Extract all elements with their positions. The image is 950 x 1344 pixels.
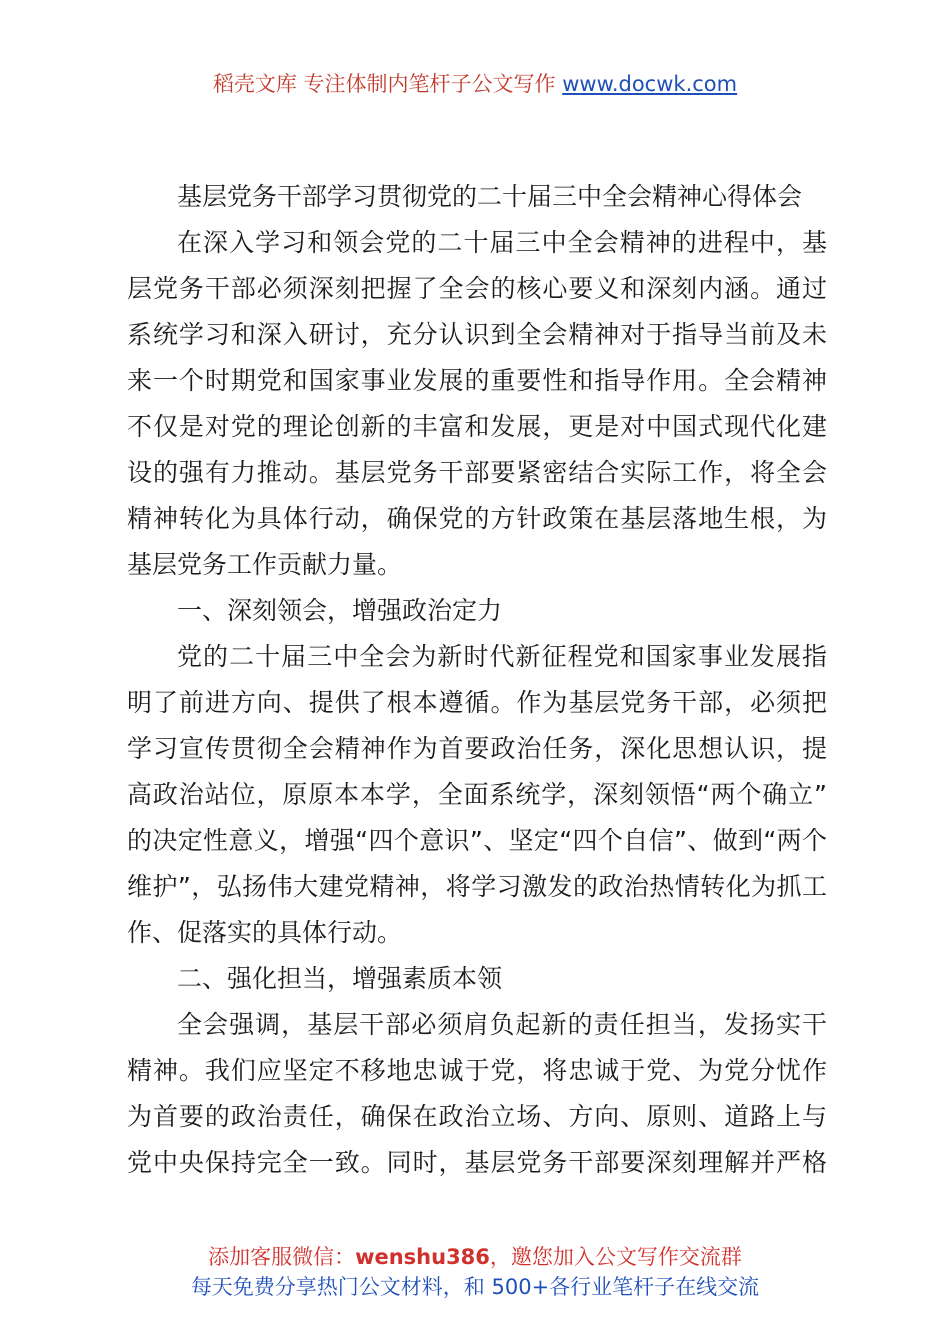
text-line: 设的强有力推动。基层党务干部要紧密结合实际工作，将全会 [127, 458, 827, 487]
text-line: 不仅是对党的理论创新的丰富和发展，更是对中国式现代化建 [127, 412, 827, 441]
footer-wechat-prefix: 添加客服微信： [208, 1245, 356, 1269]
text-line: 党中央保持完全一致。同时，基层党务干部要深刻理解并严格 [127, 1148, 827, 1177]
text-line: 来一个时期党和国家事业发展的重要性和指导作用。全会精神 [127, 366, 827, 395]
text-line: 明了前进方向、提供了根本遵循。作为基层党务干部，必须把 [127, 688, 827, 717]
text-line: 学习宣传贯彻全会精神作为首要政治任务，深化思想认识，提 [127, 734, 827, 763]
text-line: 层党务干部必须深刻把握了全会的核心要义和深刻内涵。通过 [127, 274, 827, 303]
text-line: 高政治站位，原原本本学，全面系统学，深刻领悟“两个确立” [127, 780, 827, 809]
text-line: 基层党务工作贡献力量。 [127, 550, 403, 579]
section-heading-2: 二、强化担当，增强素质本领 [177, 964, 503, 993]
text-line: 党的二十届三中全会为新时代新征程党和国家事业发展指 [177, 642, 827, 671]
footer-wechat-suffix: ，邀您加入公文写作交流群 [489, 1245, 742, 1269]
footer-line-2: 每天免费分享热门公文材料，和 500+各行业笔杆子在线交流 [190, 1275, 760, 1299]
text-line: 在深入学习和领会党的二十届三中全会精神的进程中，基 [177, 228, 827, 257]
text-line: 全会强调，基层干部必须肩负起新的责任担当，发扬实干 [177, 1010, 827, 1039]
text-line: 精神。我们应坚定不移地忠诚于党，将忠诚于党、为党分忧作 [127, 1056, 827, 1085]
footer-line-1 [0, 1242, 950, 1272]
text-line: 精神转化为具体行动，确保党的方针政策在基层落地生根，为 [127, 504, 827, 533]
document-body [127, 174, 827, 1186]
header-brand: 稻壳文库 专注体制内笔杆子公文写作 [212, 72, 563, 96]
document-title: 基层党务干部学习贯彻党的二十届三中全会精神心得体会 [177, 182, 803, 211]
header-banner [0, 68, 950, 100]
text-line: 系统学习和深入研讨，充分认识到全会精神对于指导当前及未 [127, 320, 827, 349]
footer-banner [0, 1242, 950, 1302]
text-line: 作、促落实的具体行动。 [127, 918, 403, 947]
text-line: 的决定性意义，增强“四个意识”、坚定“四个自信”、做到“两个 [127, 826, 827, 855]
text-line: 维护”，弘扬伟大建党精神，将学习激发的政治热情转化为抓工 [127, 872, 827, 901]
section-heading-1: 一、深刻领会，增强政治定力 [177, 596, 503, 625]
text-line: 为首要的政治责任，确保在政治立场、方向、原则、道路上与 [127, 1102, 827, 1131]
header-site-link[interactable]: www.docwk.com [562, 72, 738, 96]
footer-wechat-id: wenshu386 [355, 1245, 490, 1269]
